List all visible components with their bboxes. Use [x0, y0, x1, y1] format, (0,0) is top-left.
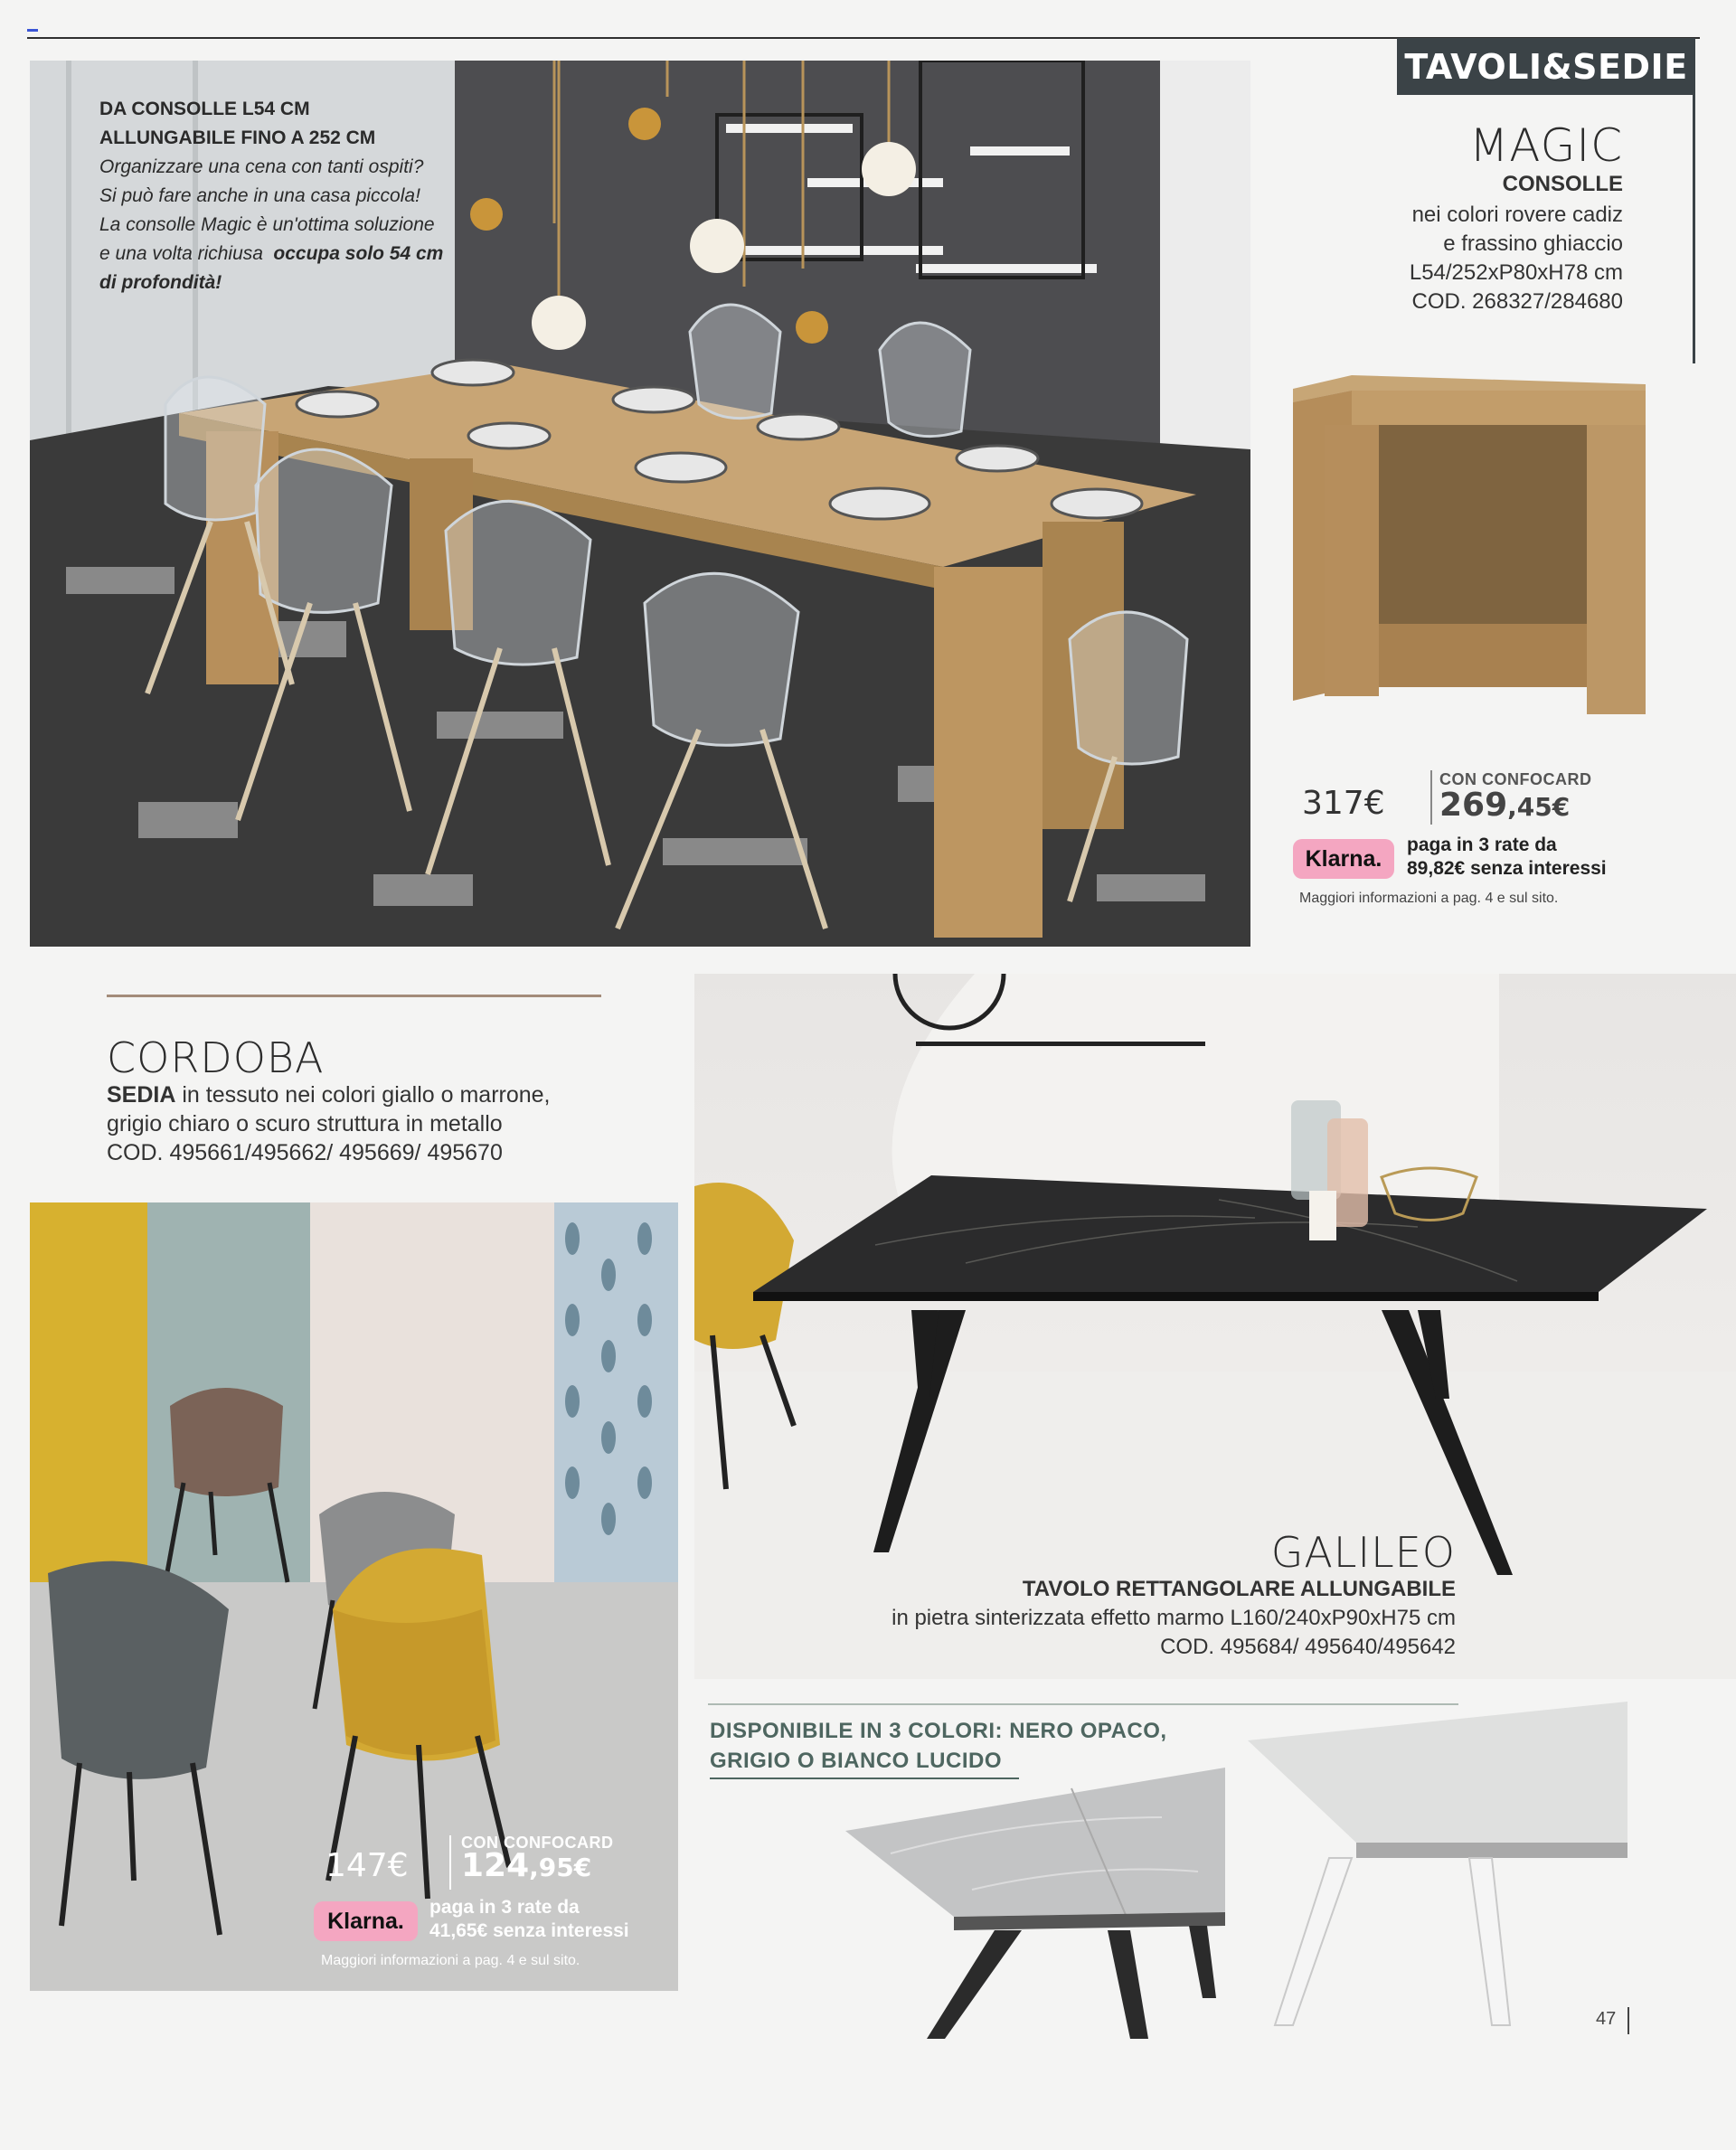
galileo-description [769, 1575, 1456, 1662]
dining-note-line-2: Si può fare anche in una casa piccola! [99, 185, 420, 206]
category-banner: TAVOLI&SEDIE [1397, 38, 1695, 95]
dining-note-line-4: e una volta richiusa [99, 243, 263, 264]
cordoba-klarna-line: paga in 3 rate da [429, 1897, 580, 1918]
magic-product-name: MAGIC [1469, 119, 1623, 172]
cordoba-product-name: CORDOBA [107, 1033, 325, 1082]
dining-note-headline-2: ALLUNGABILE FINO A 252 CM [99, 127, 376, 148]
magic-desc-line: COD. 268327/284680 [1411, 289, 1623, 314]
dining-note-line-5: di profondità! [99, 272, 222, 293]
cordoba-price-old: 147€ [326, 1847, 409, 1884]
cordoba-price-confocard [461, 1847, 591, 1884]
galileo-colors-line: DISPONIBILE IN 3 COLORI: NERO OPACO, [710, 1719, 1167, 1743]
dining-note [99, 95, 488, 297]
cordoba-desc-line: grigio chiaro o scuro struttura in metallo [107, 1111, 503, 1136]
banner-rule [1693, 38, 1695, 363]
galileo-product-type: TAVOLO RETTANGOLARE ALLUNGABILE [1022, 1577, 1456, 1601]
cordoba-price-separator [449, 1835, 451, 1890]
galileo-desc-line: COD. 495684/ 495640/495642 [1160, 1635, 1456, 1659]
dining-note-line-1: Organizzare una cena con tanti ospiti? [99, 156, 424, 177]
cordoba-info-note: Maggiori informazioni a pag. 4 e sul sito. [321, 1953, 580, 1968]
page-number-rule [1628, 2007, 1629, 2034]
magic-description [1243, 201, 1623, 316]
magic-klarna-text [1407, 834, 1607, 881]
galileo-product-name: GALILEO [1270, 1528, 1456, 1577]
cordoba-confocard-label: CON CONFOCARD [461, 1834, 614, 1852]
galileo-color-variants-photo [836, 1700, 1632, 2039]
magic-confocard-label: CON CONFOCARD [1439, 770, 1592, 788]
magic-console-photo [1288, 371, 1646, 732]
magic-price-dec: ,45€ [1507, 792, 1571, 822]
cordoba-desc-line: COD. 495661/495662/ 495669/ 495670 [107, 1140, 503, 1165]
galileo-table-photo [694, 974, 1736, 1679]
dining-note-line-3: La consolle Magic è un'ottima soluzione [99, 214, 435, 235]
magic-price-separator [1430, 770, 1432, 825]
cordoba-product-type: SEDIA [107, 1082, 176, 1108]
magic-price-old: 317€ [1302, 785, 1385, 822]
cordoba-klarna-badge: Klarna. [314, 1901, 418, 1941]
magic-product-type: CONSOLLE [1502, 172, 1623, 196]
magic-desc-line: nei colori rovere cadiz [1411, 203, 1623, 227]
cordoba-rule [107, 995, 601, 997]
magic-desc-line: e frassino ghiaccio [1443, 231, 1623, 256]
magic-klarna-line: paga in 3 rate da [1407, 835, 1557, 855]
galileo-colors-line: GRIGIO O BIANCO LUCIDO [710, 1749, 1002, 1773]
magic-price-confocard [1439, 787, 1570, 824]
cordoba-klarna-line: 41,65€ senza interessi [429, 1920, 629, 1941]
cordoba-desc-line: in tessuto nei colori giallo o marrone, [175, 1082, 551, 1108]
page-number: 47 [1596, 2009, 1617, 2029]
galileo-desc-line: in pietra sinterizzata effetto marmo L160/240xP90xH75 cm [892, 1606, 1456, 1630]
dining-note-headline-1: DA CONSOLLE L54 CM [99, 99, 310, 119]
dining-note-line-4-bold: occupa solo 54 cm [273, 243, 444, 264]
page-corner-mark [27, 29, 38, 32]
magic-price-int: 269 [1439, 787, 1508, 824]
magic-info-note: Maggiori informazioni a pag. 4 e sul sito. [1299, 891, 1559, 906]
magic-klarna-line: 89,82€ senza interessi [1407, 858, 1607, 879]
cordoba-klarna-text [429, 1896, 629, 1943]
cordoba-description [107, 1080, 667, 1167]
magic-desc-line: L54/252xP80xH78 cm [1409, 260, 1623, 285]
magic-klarna-badge: Klarna. [1293, 839, 1394, 879]
cordoba-price-int: 124 [461, 1847, 530, 1884]
cordoba-price-dec: ,95€ [529, 1853, 592, 1882]
